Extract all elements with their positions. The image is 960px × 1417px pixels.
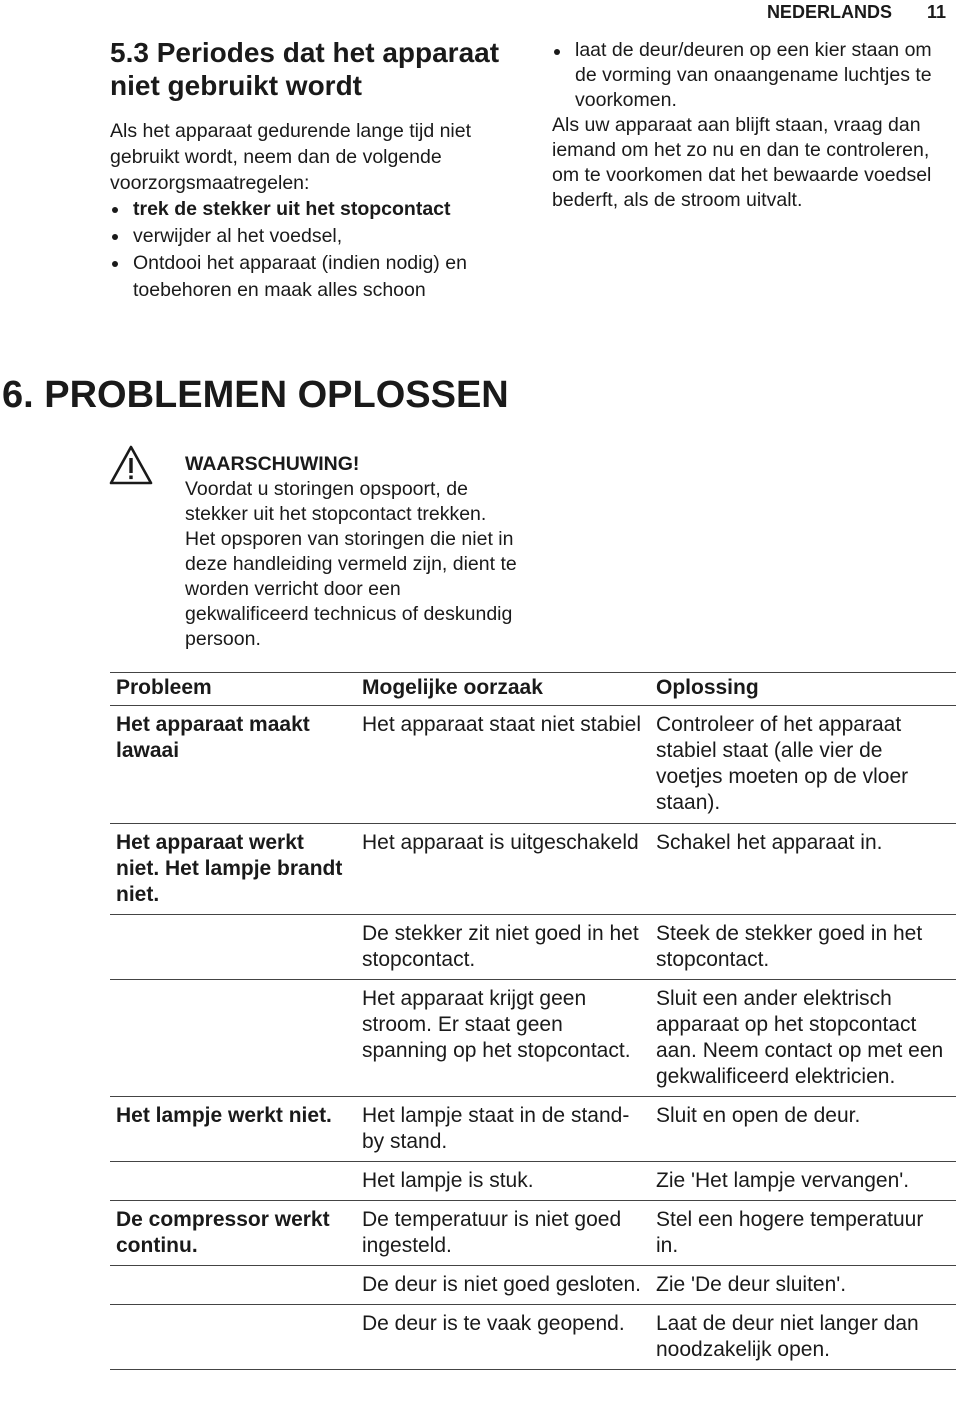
table-row: [110, 1201, 956, 1266]
page-header: [767, 2, 946, 23]
cause-cell: Het apparaat staat niet stabiel: [356, 706, 650, 824]
solution-cell: Laat de deur niet langer dan noodzakelijk open.: [650, 1305, 956, 1370]
solution-cell: Steek de stekker goed in het stopcontact.: [650, 915, 956, 980]
column-header-cause: Mogelijke oorzaak: [356, 673, 650, 706]
chapter-title: 6. PROBLEMEN OPLOSSEN: [2, 374, 509, 416]
column-header-problem: Probleem: [110, 673, 356, 706]
cause-cell: De deur is te vaak geopend.: [356, 1305, 650, 1370]
problem-cell: [110, 1305, 356, 1370]
table-row: [110, 1305, 956, 1370]
solution-cell: Zie 'De deur sluiten'.: [650, 1266, 956, 1305]
list-item: [110, 223, 510, 250]
table-row: [110, 915, 956, 980]
cause-cell: De stekker zit niet goed in het stopcontact.: [356, 915, 650, 980]
problem-cell: [110, 915, 356, 980]
solution-cell: Sluit en open de deur.: [650, 1097, 956, 1162]
warning-title: WAARSCHUWING!: [185, 453, 360, 475]
column-header-solution: Oplossing: [650, 673, 956, 706]
cause-cell: De temperatuur is niet goed ingesteld.: [356, 1201, 650, 1266]
solution-cell: Stel een hogere temperatuur in.: [650, 1201, 956, 1266]
bullet-icon: [112, 207, 118, 213]
table-header-row: [110, 673, 956, 706]
table-row: [110, 706, 956, 824]
section-intro: Als het apparaat gedurende lange tijd niet gebruikt wordt, neem dan de volgende voorzorgsmaatregelen:: [110, 120, 472, 194]
header-language: NEDERLANDS: [766, 2, 892, 22]
cause-cell: Het apparaat krijgt geen stroom. Er staat geen spanning op het stopcontact.: [356, 980, 650, 1097]
precaution-list: [110, 196, 510, 304]
warning-triangle-icon: [108, 444, 154, 486]
solution-cell: Controleer of het apparaat stabiel staat (alle vier de voetjes moeten op de vloer staan).: [650, 706, 956, 824]
power-outage-note: Als uw apparaat aan blijft staan, vraag dan iemand om het zo nu en dan te controleren, om te voorkomen dat het bewaarde voedsel bederft, als de stroom uitvalt.: [552, 114, 932, 211]
problem-cell: [110, 980, 356, 1097]
section-title: 5.3 Periodes dat het apparaat niet gebruikt wordt: [110, 37, 500, 101]
solution-cell: Sluit een ander elektrisch apparaat op het stopcontact aan. Neem contact op met een gekwalificeerd elektricien.: [650, 980, 956, 1097]
cause-cell: Het lampje staat in de stand-by stand.: [356, 1097, 650, 1162]
list-item-text: trek de stekker uit het stopcontact: [133, 198, 451, 220]
problem-cell: De compressor werkt continu.: [110, 1201, 356, 1266]
list-item-text: laat de deur/deuren op een kier staan om de vorming van onaangename luchtjes te voorkomen.: [575, 39, 932, 111]
problem-cell: Het apparaat maakt lawaai: [110, 706, 356, 824]
problem-cell: [110, 1162, 356, 1201]
list-item: [552, 38, 954, 113]
section-left-column: [110, 36, 510, 304]
warning-text-unplug: Voordat u storingen opspoort, de stekker uit het stopcontact trekken.: [185, 478, 487, 525]
list-item: [110, 250, 510, 304]
cause-cell: De deur is niet goed gesloten.: [356, 1266, 650, 1305]
bullet-icon: [112, 234, 118, 240]
cause-cell: Het apparaat is uitgeschakeld: [356, 824, 650, 915]
list-item-text: Ontdooi het apparaat (indien nodig) en toebehoren en maak alles schoon: [133, 252, 467, 301]
bullet-icon: [554, 49, 560, 55]
table-row: [110, 1266, 956, 1305]
table-row: [110, 824, 956, 915]
warning-text-technician: Het opsporen van storingen die niet in deze handleiding vermeld zijn, dient te worden verricht door een gekwalificeerd technicus of deskundig persoon.: [185, 528, 517, 650]
table-row: [110, 980, 956, 1097]
warning-box: [185, 452, 525, 652]
bullet-icon: [112, 261, 118, 267]
table-row: [110, 1097, 956, 1162]
solution-cell: Schakel het apparaat in.: [650, 824, 956, 915]
table-row: [110, 1162, 956, 1201]
troubleshooting-table: [110, 672, 956, 1370]
problem-cell: Het apparaat werkt niet. Het lampje brandt niet.: [110, 824, 356, 915]
page-number: 11: [926, 2, 946, 22]
section-right-column: [552, 38, 954, 213]
list-item: [110, 196, 510, 223]
problem-cell: Het lampje werkt niet.: [110, 1097, 356, 1162]
cause-cell: Het lampje is stuk.: [356, 1162, 650, 1201]
list-item-text: verwijder al het voedsel,: [133, 225, 343, 247]
solution-cell: Zie 'Het lampje vervangen'.: [650, 1162, 956, 1201]
precaution-list-continued: [552, 38, 954, 113]
problem-cell: [110, 1266, 356, 1305]
